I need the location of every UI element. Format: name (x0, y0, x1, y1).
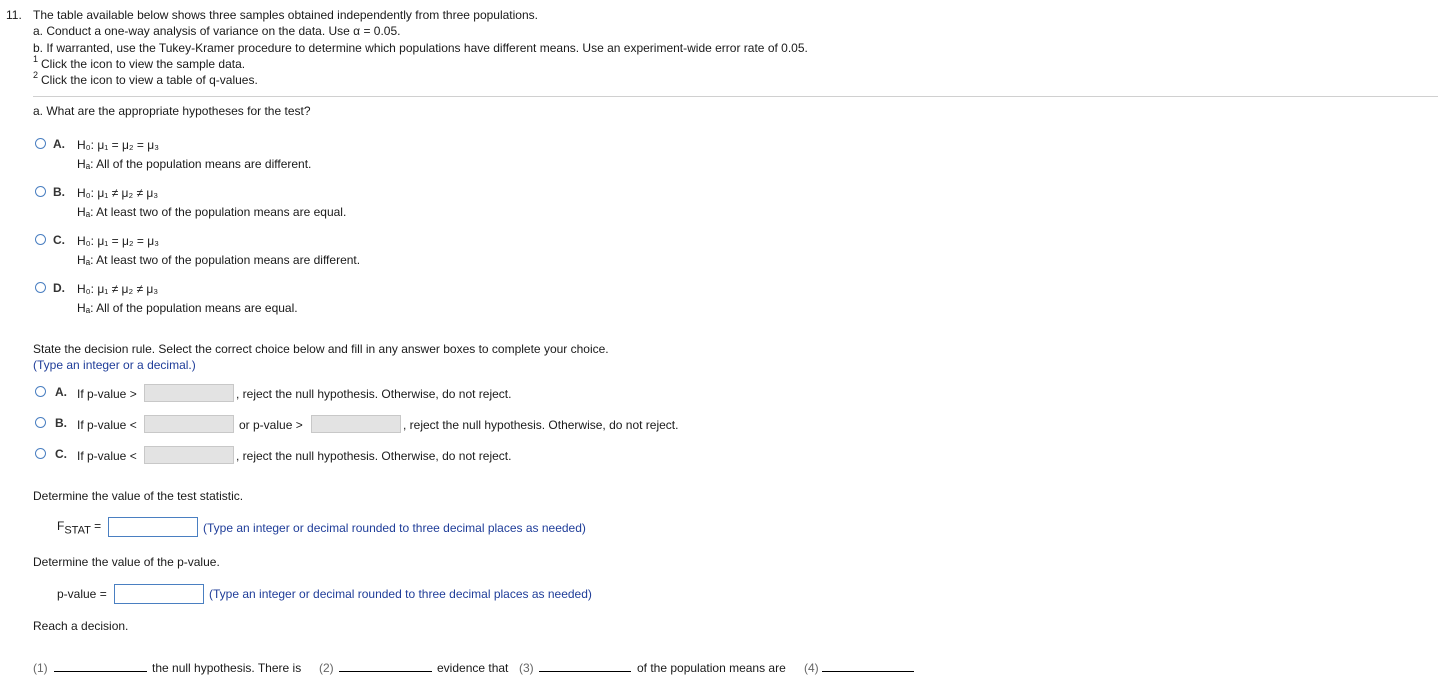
p-value-prompt: Determine the value of the p-value. (33, 555, 220, 569)
test-statistic-prompt: Determine the value of the test statistic. (33, 489, 244, 503)
hypothesis-option-a-ha: Hₐ: All of the population means are different. (77, 157, 312, 171)
fstat-input[interactable] (108, 517, 198, 537)
fstat-label (57, 519, 101, 536)
sample-data-link-label: Click the icon to view the sample data. (41, 57, 246, 71)
rule-option-a-input[interactable] (144, 384, 234, 402)
rule-option-a-radio[interactable] (35, 386, 46, 397)
rule-option-c-input[interactable] (144, 446, 234, 464)
rule-option-c-pre: If p-value < (77, 449, 137, 463)
question-part-b: b. If warranted, use the Tukey-Kramer procedure to determine which populations have different means. Use an experiment-wide error rate of 0.05. (33, 41, 808, 55)
rule-option-b-input-upper[interactable] (311, 415, 401, 433)
decision-rule-prompt: State the decision rule. Select the correct choice below and fill in any answer boxes to complete your choice. (33, 342, 609, 356)
decision-blank-1[interactable] (54, 671, 147, 672)
hypothesis-option-d-radio[interactable] (35, 282, 46, 293)
q-values-link-label: Click the icon to view a table of q-values. (41, 73, 258, 87)
decision-text-1: the null hypothesis. There is (152, 661, 302, 675)
rule-option-c-radio[interactable] (35, 448, 46, 459)
hypothesis-option-b-radio[interactable] (35, 186, 46, 197)
section-divider (33, 96, 1438, 97)
hypothesis-option-d-ha: Hₐ: All of the population means are equal. (77, 301, 298, 315)
sample-data-link[interactable] (33, 54, 246, 71)
decision-blank-1-label: (1) (33, 661, 48, 675)
fstat-label-main: F (57, 519, 65, 533)
p-value-hint: (Type an integer or decimal rounded to three decimal places as needed) (209, 587, 592, 601)
question-part-a: a. Conduct a one-way analysis of variance on the data. Use α = 0.05. (33, 24, 401, 38)
rule-option-a-letter: A. (55, 385, 67, 399)
rule-option-b-input-lower[interactable] (144, 415, 234, 433)
hypothesis-option-c-h0: H₀: μ₁ = μ₂ = μ₃ (77, 234, 160, 248)
rule-option-b-letter: B. (55, 416, 67, 430)
p-value-label: p-value = (57, 587, 107, 601)
fstat-hint: (Type an integer or decimal rounded to three decimal places as needed) (203, 521, 586, 535)
hypotheses-prompt: a. What are the appropriate hypotheses for the test? (33, 104, 311, 118)
decision-blank-3[interactable] (539, 671, 631, 672)
rule-option-b-post: , reject the null hypothesis. Otherwise, do not reject. (403, 418, 679, 432)
hypothesis-option-c-letter: C. (53, 233, 65, 247)
rule-option-c-letter: C. (55, 447, 67, 461)
hypothesis-option-c-ha: Hₐ: At least two of the population means are different. (77, 253, 361, 267)
decision-text-2: evidence that (437, 661, 509, 675)
rule-option-b-mid: or p-value > (239, 418, 303, 432)
decision-rule-hint: (Type an integer or a decimal.) (33, 358, 196, 372)
q-values-link[interactable] (33, 70, 258, 87)
question-intro: The table available below shows three samples obtained independently from three populations. (33, 8, 538, 22)
hypothesis-option-b-letter: B. (53, 185, 65, 199)
decision-prompt: Reach a decision. (33, 619, 129, 633)
hypothesis-option-a-h0: H₀: μ₁ = μ₂ = μ₃ (77, 138, 160, 152)
decision-blank-3-label: (3) (519, 661, 534, 675)
rule-option-a-post: , reject the null hypothesis. Otherwise, do not reject. (236, 387, 512, 401)
fstat-label-eq: = (94, 519, 102, 533)
hypothesis-option-d-h0: H₀: μ₁ ≠ μ₂ ≠ μ₃ (77, 282, 159, 296)
decision-blank-4[interactable] (822, 671, 914, 672)
decision-text-3: of the population means are (637, 661, 786, 675)
question-number: 11. (6, 8, 22, 22)
fstat-label-sub: STAT (64, 524, 91, 537)
decision-blank-2-label: (2) (319, 661, 334, 675)
hypothesis-option-c-radio[interactable] (35, 234, 46, 245)
hypothesis-option-a-radio[interactable] (35, 138, 46, 149)
rule-option-a-pre: If p-value > (77, 387, 137, 401)
hypothesis-option-b-h0: H₀: μ₁ ≠ μ₂ ≠ μ₃ (77, 186, 159, 200)
decision-blank-4-label: (4) (804, 661, 819, 675)
hypothesis-option-b-ha: Hₐ: At least two of the population means are equal. (77, 205, 347, 219)
hypothesis-option-d-letter: D. (53, 281, 65, 295)
rule-option-b-pre: If p-value < (77, 418, 137, 432)
rule-option-c-post: , reject the null hypothesis. Otherwise, do not reject. (236, 449, 512, 463)
p-value-input[interactable] (114, 584, 204, 604)
rule-option-b-radio[interactable] (35, 417, 46, 428)
decision-blank-2[interactable] (339, 671, 432, 672)
hypothesis-option-a-letter: A. (53, 137, 65, 151)
footnote-2-icon[interactable]: 2 (33, 70, 39, 80)
footnote-1-icon[interactable]: 1 (33, 54, 39, 64)
